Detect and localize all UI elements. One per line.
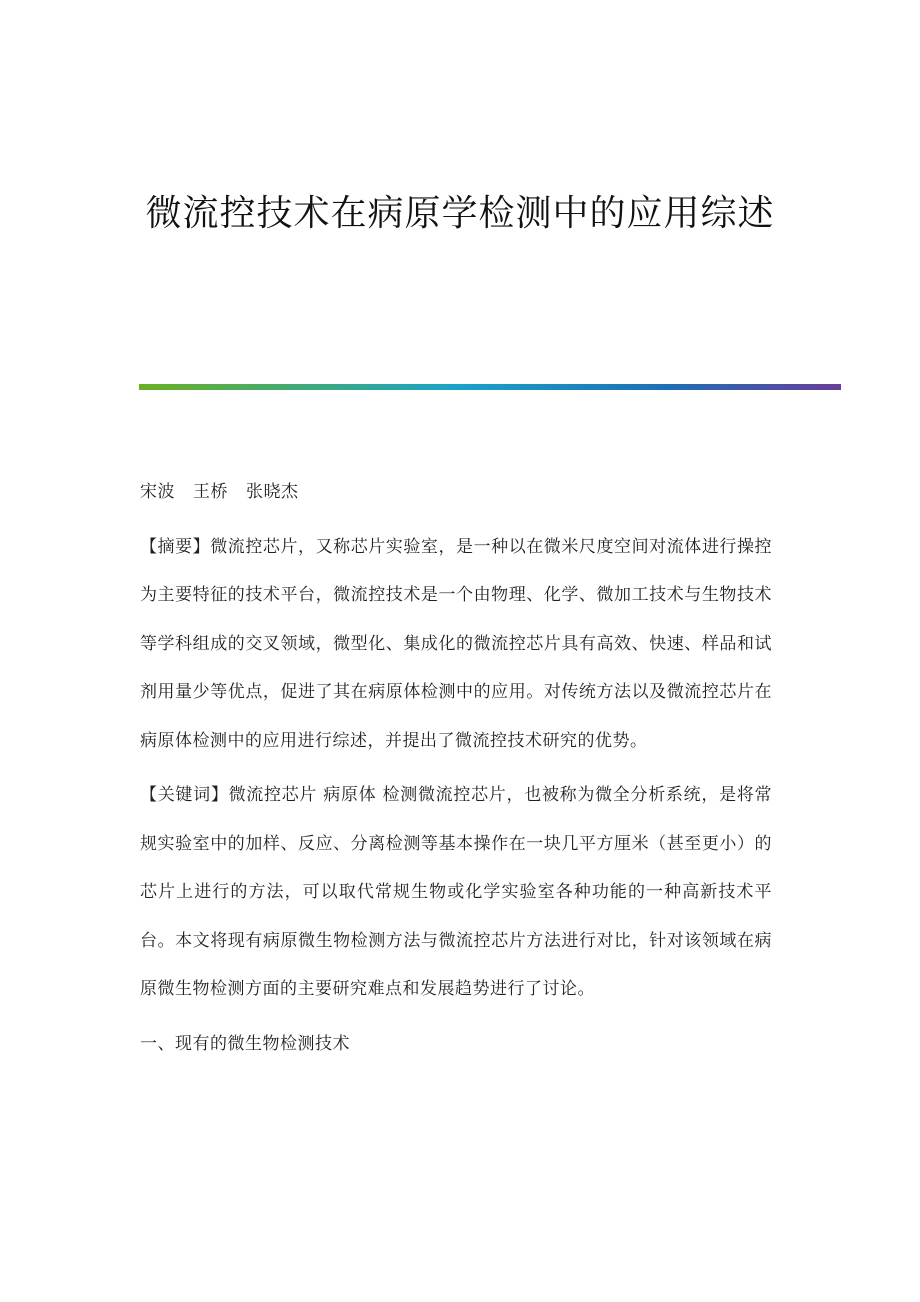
author-name: 张晓杰 xyxy=(246,482,299,502)
section-heading: 一、现有的微生物检测技术 xyxy=(140,1033,350,1054)
title-gradient-rule xyxy=(139,384,841,390)
document-body xyxy=(140,468,772,1068)
keywords-text: 微流控芯片 病原体 检测微流控芯片，也被称为微全分析系统，是将常规实验室中的加样、反应、分离检测等基本操作在一块几平方厘米（甚至更小）的芯片上进行的方法，可以取代常规生物或化学实验室各种功能的一种高新技术平台。本文将现有病原微生物检测方法与微流控芯片方法进行对比，针对该领域在病原微生物检测方面的主要研究难点和发展趋势进行了讨论。 xyxy=(140,785,773,999)
document-title: 微流控技术在病原学检测中的应用综述 xyxy=(145,193,775,234)
author-line xyxy=(140,468,772,517)
author-name: 王桥 xyxy=(193,482,228,502)
abstract-label: 【摘要】 xyxy=(140,536,211,557)
keywords-paragraph xyxy=(140,771,772,1014)
abstract-paragraph xyxy=(140,523,772,766)
author-name: 宋波 xyxy=(140,482,175,502)
keywords-label: 【关键词】 xyxy=(140,785,229,805)
abstract-text: 微流控芯片，又称芯片实验室，是一种以在微米尺度空间对流体进行操控为主要特征的技术平台，微流控技术是一个由物理、化学、微加工技术与生物技术等学科组成的交叉领域，微型化、集成化的微流控芯片具有高效、快速、样品和试剂用量少等优点，促进了其在病原体检测中的应用。对传统方法以及微流控芯片在病原体检测中的应用进行综述，并提出了微流控技术研究的优势。 xyxy=(140,536,773,751)
